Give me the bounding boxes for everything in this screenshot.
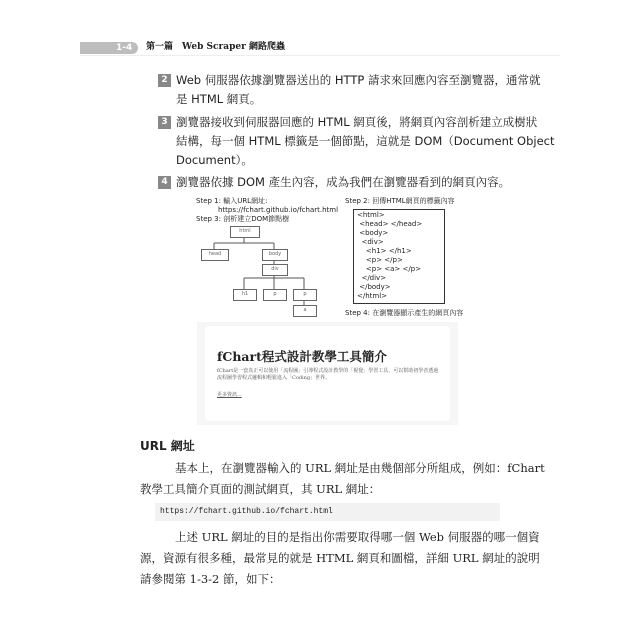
figure-step1-url: https://fchart.github.io/fchart.html xyxy=(218,206,339,214)
line: 結構，每一個 HTML 標籤是一個節點，這就是 DOM（Document Object xyxy=(176,134,555,148)
figure-step4: Step 4: 在瀏覽器顯示產生的網頁內容 xyxy=(345,309,464,317)
code-line: <div> xyxy=(357,238,384,246)
running-header: 第一篇 Web Scraper 網路爬蟲 xyxy=(146,42,285,52)
line: 源，資源有很多種，最常見的就是 HTML 網頁和圖檔，詳細 URL 網址的說明 xyxy=(140,551,540,565)
step-number: 3 xyxy=(158,116,171,129)
dom-node-p: p xyxy=(293,289,317,301)
line: 瀏覽器接收到伺服器回應的 HTML 網頁後，將網頁內容剖析建立成樹狀 xyxy=(176,115,538,129)
line: 請參閱第 1-3-2 節，如下： xyxy=(140,572,281,586)
line: Web 伺服器依據瀏覽器送出的 HTTP 請求來回應內容至瀏覽器，通常就 xyxy=(176,73,541,87)
line: 瀏覽器依據 DOM 產生內容，成為我們在瀏覽器看到的網頁內容。 xyxy=(176,175,511,189)
step-3-text xyxy=(176,113,554,170)
step-number: 2 xyxy=(158,74,171,87)
html-code-box xyxy=(353,209,445,304)
code-line: </body> xyxy=(357,283,391,291)
dom-node-head: head xyxy=(201,249,229,261)
code-line: <head> </head> xyxy=(357,220,423,228)
dom-node-body: body xyxy=(262,249,288,261)
code-line: <p> <a> </p> xyxy=(357,265,422,273)
dom-node-div: div xyxy=(262,264,288,276)
section-heading: URL 網址 xyxy=(140,439,195,453)
code-line: <h1> </h1> xyxy=(357,247,412,255)
code-line: <p> </p> xyxy=(357,256,403,264)
dom-node-h1: h1 xyxy=(233,289,257,301)
line: 上述 URL 網址的目的是指出你需要取得哪一個 Web 伺服器的哪一個資 xyxy=(175,530,540,544)
figure-step3: Step 3: 剖析建立DOM節點樹 xyxy=(196,215,290,223)
code-line: <body> xyxy=(357,229,389,237)
line: Document）。 xyxy=(176,153,253,167)
line: 基本上，在瀏覽器輸入的 URL 網址是由幾個部分所組成，例如：fChart xyxy=(175,461,545,475)
figure-step1: Step 1: 輸入URL網址: xyxy=(196,197,268,205)
code-block-url: https://fchart.github.io/fchart.html xyxy=(155,503,500,521)
dom-node-a: a xyxy=(293,305,317,317)
rendered-heading: fChart程式設計教學工具簡介 xyxy=(217,349,387,364)
rendered-link: 更多資訊... xyxy=(217,392,242,398)
step-2-text xyxy=(176,71,540,109)
dom-node-p: p xyxy=(263,289,287,301)
line: 教學工具簡介頁面的測試網頁，其 URL 網址： xyxy=(140,482,381,496)
rendered-paragraph: fChart是一套真正可以使用「流程圖」引導程式設計教學的「視覺」學習工具，可以幫助初學者透過流程圖學習程式邏輯和輕鬆進入「Coding」世界。 xyxy=(217,368,439,381)
line: 是 HTML 網頁。 xyxy=(176,92,262,106)
code-line: <html> xyxy=(357,211,385,219)
code-line: </html> xyxy=(357,292,388,300)
code-line: </div> xyxy=(357,274,387,282)
paragraph xyxy=(140,458,545,500)
dom-node-html: html xyxy=(230,226,260,238)
section-number: 1-4 xyxy=(116,43,133,53)
step-4-text xyxy=(176,173,510,192)
step-number: 4 xyxy=(158,176,171,189)
figure-step2: Step 2: 回傳HTML網頁的標籤內容 xyxy=(345,197,455,205)
header-divider xyxy=(80,55,560,56)
paragraph xyxy=(140,527,540,590)
